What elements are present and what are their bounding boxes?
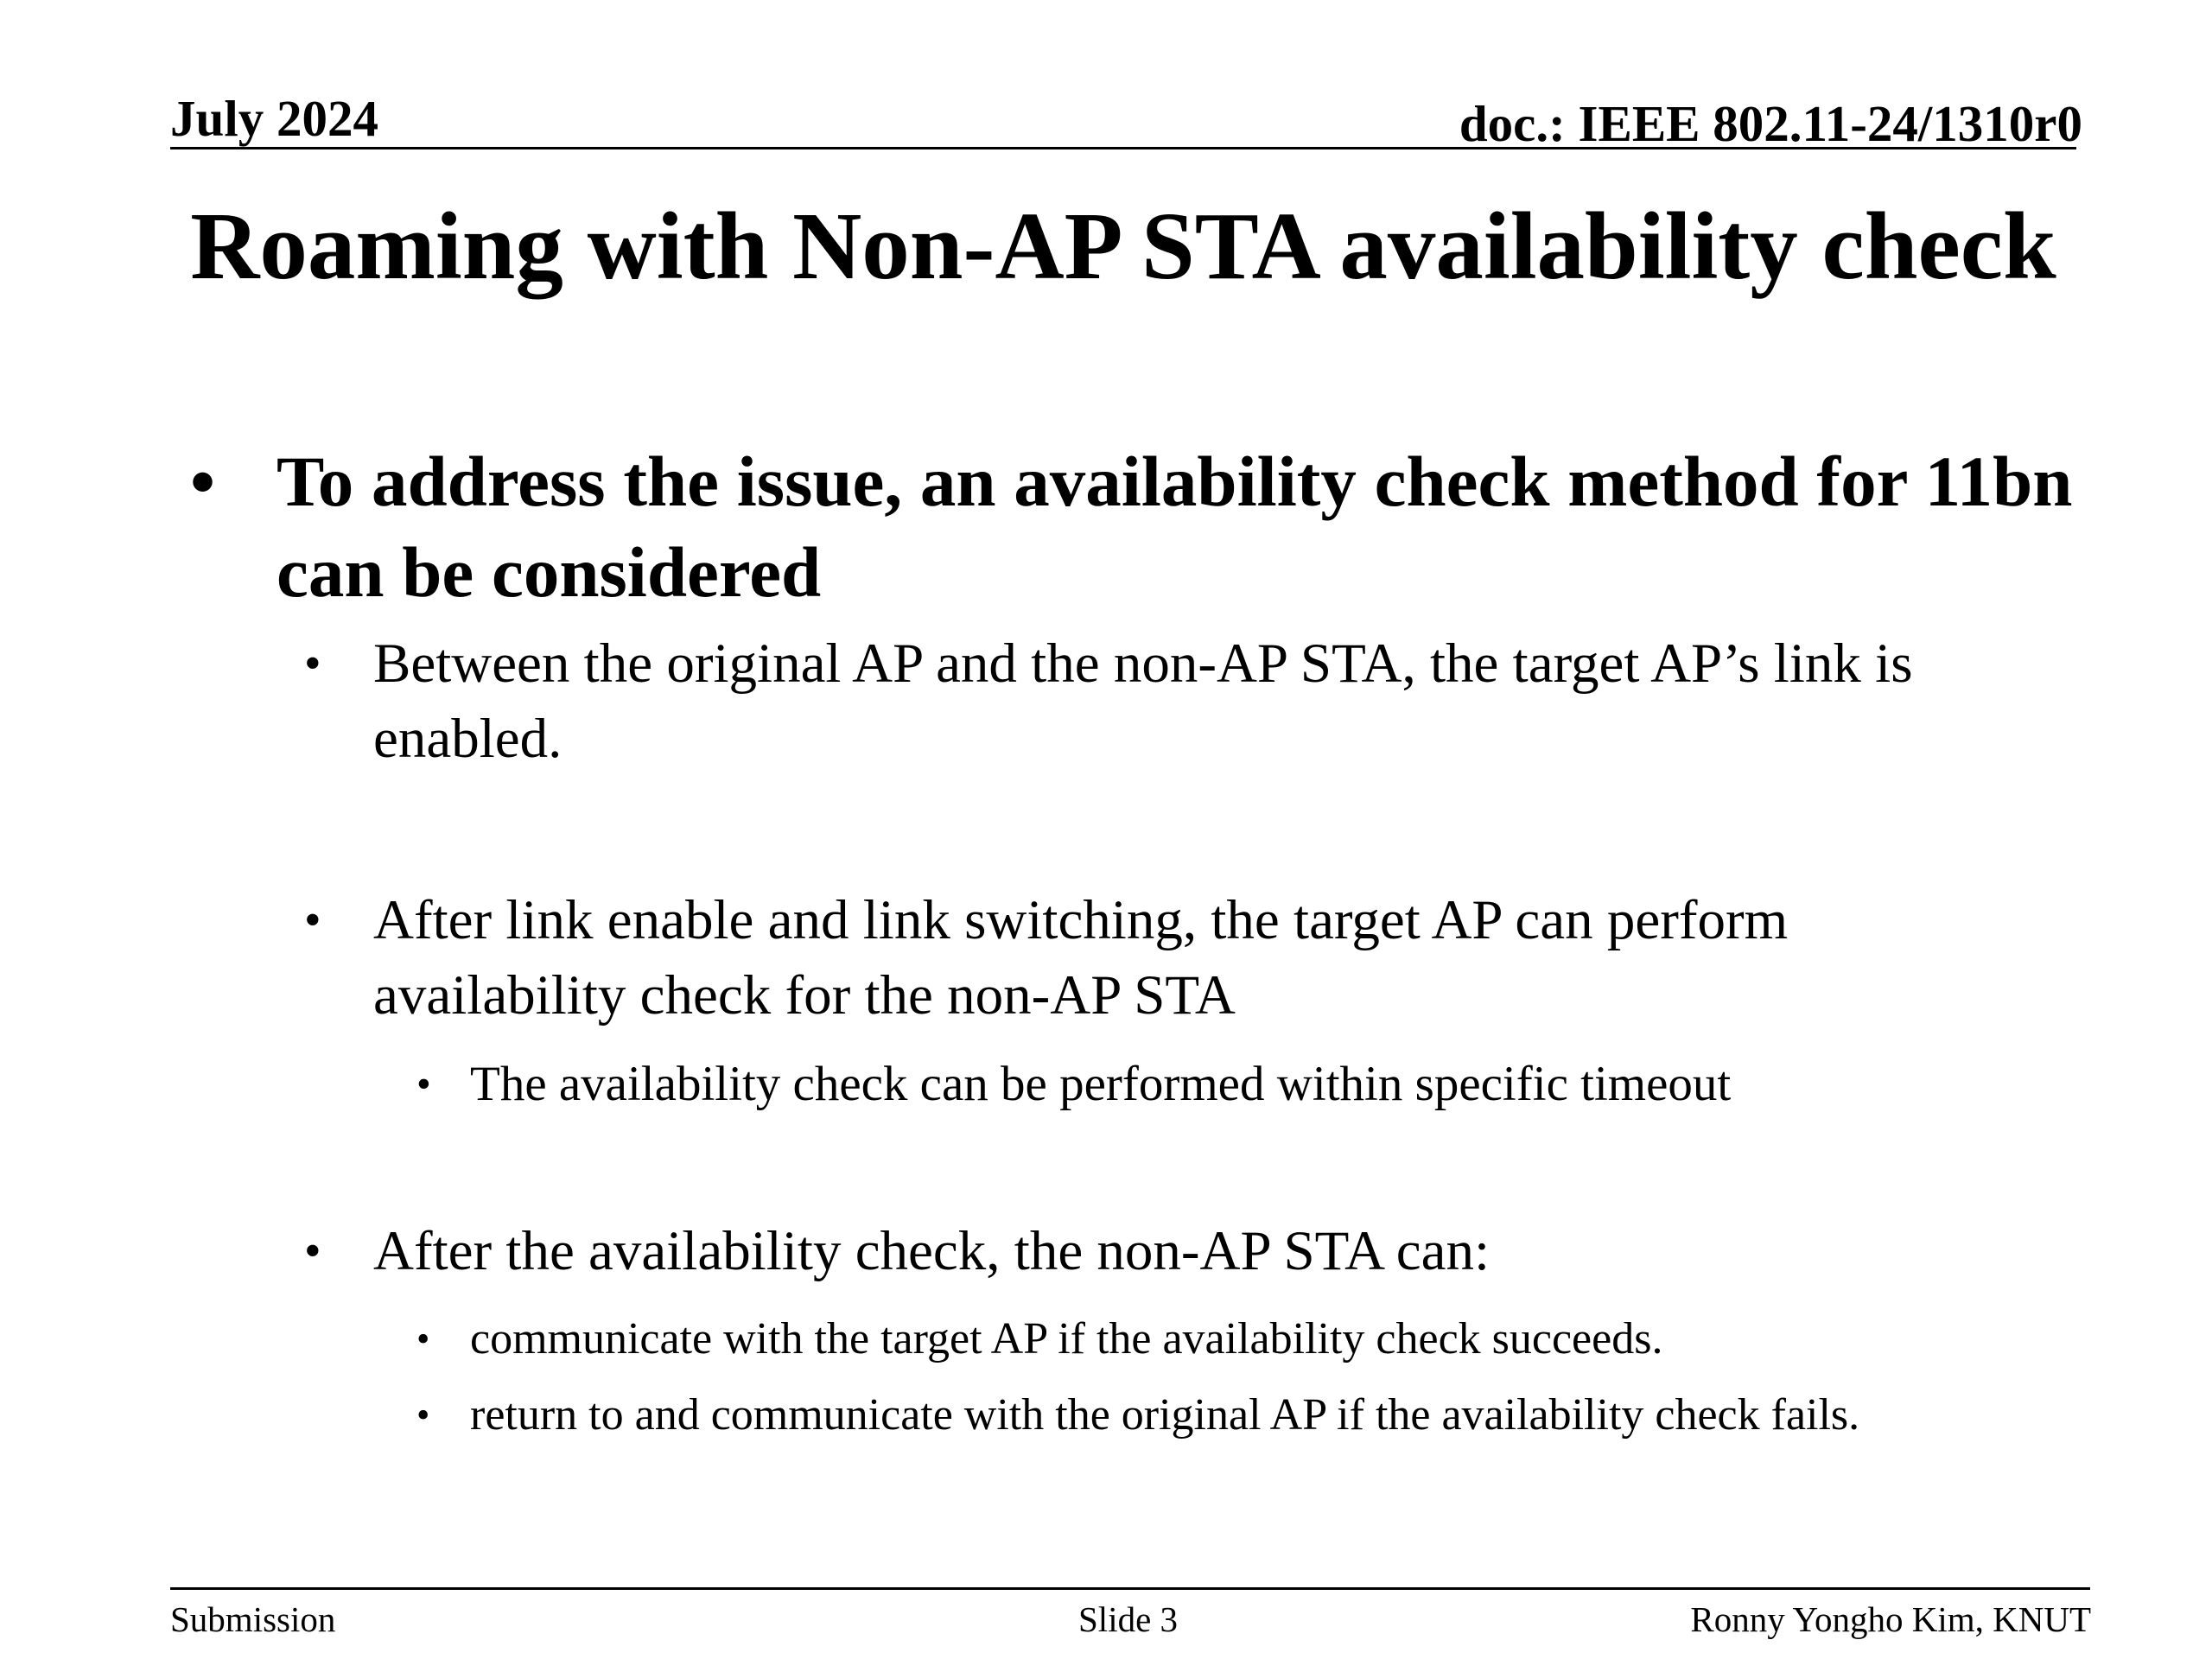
bullet-timeout-text: The availability check can be performed within specific timeout (470, 1057, 1732, 1111)
bullet-dot: • (416, 1318, 430, 1360)
header-doc-id: doc.: IEEE 802.11-24/1310r0 (1459, 95, 2082, 152)
bullet-fails-text: return to and communicate with the original AP if the availability check fails. (470, 1390, 1860, 1440)
header-divider (170, 147, 2076, 149)
bullet-dot: • (304, 893, 321, 947)
bullet-main-line2: can be considered (276, 532, 822, 612)
bullet-main-line1: To address the issue, an availability check method for 11bn (276, 442, 2073, 521)
bullet-after-check-text: After the availability check, the non-AP STA can: (373, 1220, 1491, 1282)
bullet-dot: • (416, 1061, 431, 1107)
footer-author: Ronny Yongho Kim, KNUT (1690, 1599, 2091, 1639)
bullet-link-enabled-line1: Between the original AP and the non-AP STA, the target AP’s link is (373, 632, 1913, 695)
bullet-link-enabled-line2: enabled. (373, 708, 563, 770)
bullet-link-switching-line2: availability check for the non-AP STA (373, 964, 1236, 1027)
header-date: July 2024 (170, 90, 378, 147)
bullet-dot: • (190, 442, 216, 521)
footer-divider (170, 1587, 2090, 1590)
bullet-succeeds-text: communicate with the target AP if the availability check succeeds. (470, 1314, 1663, 1363)
bullet-link-switching-line1: After link enable and link switching, the target AP can perform (373, 889, 1789, 951)
slide-title: Roaming with Non-AP STA availability check (190, 194, 2056, 300)
footer-submission: Submission (170, 1599, 336, 1639)
bullet-dot: • (304, 637, 321, 690)
bullet-dot: • (304, 1224, 321, 1278)
bullet-dot: • (416, 1394, 430, 1436)
footer-slide-number: Slide 3 (1078, 1599, 1179, 1639)
